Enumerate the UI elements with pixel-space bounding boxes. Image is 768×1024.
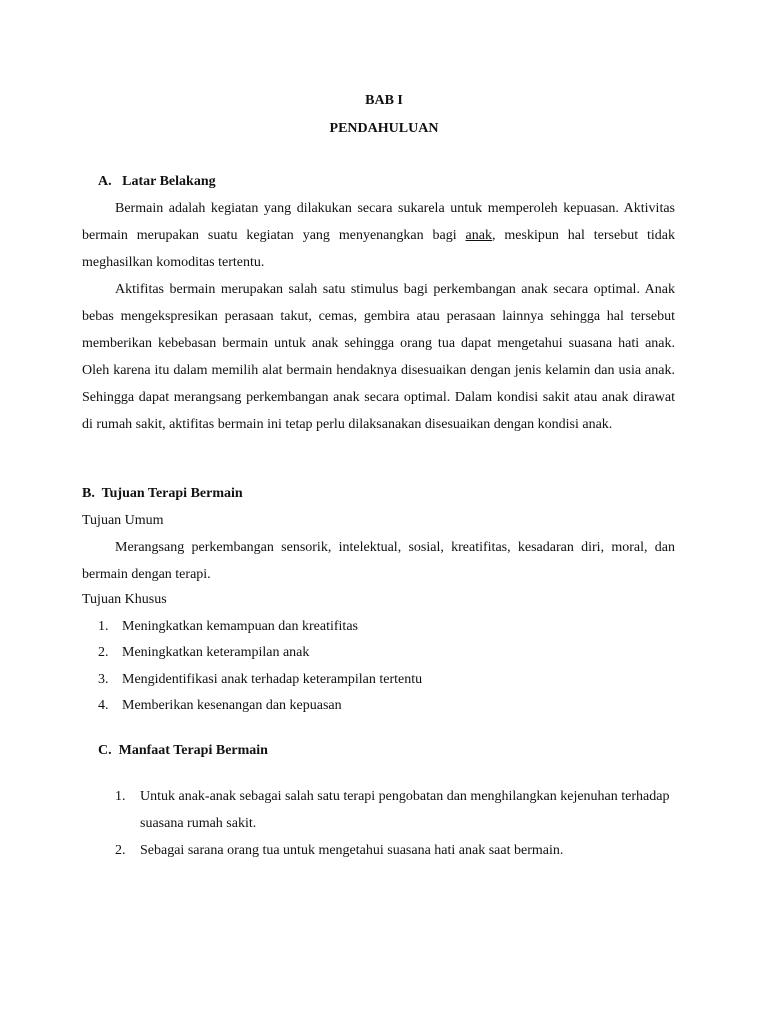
page-title: PENDAHULUAN (329, 121, 439, 136)
list-text: Meningkatkan kemampuan dan kreatifitas (122, 619, 358, 634)
list-number: 2. (115, 843, 126, 858)
section-b-title: Tujuan Terapi Bermain (101, 486, 243, 501)
list-item (98, 672, 422, 688)
list-text: Untuk anak-anak sebagai salah satu terapi pengobatan dan menghilangkan kejenuhan terhadap suasana rumah sakit. (140, 789, 670, 831)
list-number: 1. (115, 789, 126, 804)
p1-text-after: , meskipun hal tersebut tidak meghasilkan komoditas tertentu. (82, 228, 675, 270)
section-a-title: Latar Belakang (122, 174, 216, 189)
list-number: 4. (98, 698, 109, 713)
section-a-heading (98, 174, 216, 190)
general-goal-text: Merangsang perkembangan sensorik, intelektual, sosial, kreatifitas, kesadaran diri, moral, dan bermain dengan terapi. (82, 540, 675, 582)
chapter-label: BAB I (365, 93, 403, 108)
list-text: Mengidentifikasi anak terhadap keterampilan tertentu (122, 672, 423, 687)
list-item (115, 837, 675, 864)
list-item (98, 619, 358, 635)
general-goal-label: Tujuan Umum (82, 513, 164, 528)
list-text: Sebagai sarana orang tua untuk mengetahui suasana hati anak saat bermain. (140, 843, 564, 858)
section-c-marker: C. (98, 743, 112, 758)
section-c-heading (98, 743, 268, 759)
underlined-word: anak (465, 228, 492, 243)
list-number: 1. (98, 619, 109, 634)
specific-goal-label: Tujuan Khusus (82, 592, 167, 607)
section-a-marker: A. (98, 174, 112, 189)
section-a-paragraph-1 (82, 195, 675, 276)
list-number: 3. (98, 672, 109, 687)
section-b-heading (82, 486, 243, 502)
list-number: 2. (98, 645, 109, 660)
section-a-paragraph-2: Aktifitas bermain merupakan salah satu stimulus bagi perkembangan anak secara optimal. Anak bebas mengekspresikan perasaan takut, cemas, gembira atau perasaan lainnya sehingga hal tersebut memberikan kebebasan bermain untuk anak sehingga orang tua dapat mengetahui suasana hati anak. Oleh karena itu dalam memilih alat bermain hendaknya disesuaikan dengan jenis kelamin dan usia anak. Sehingga dapat merangsang perkembangan anak secara optimal. Dalam kondisi sakit atau anak dirawat di rumah sakit, aktifitas bermain ini tetap perlu dilaksanakan disesuaikan dengan kondisi anak. (82, 282, 675, 432)
list-item (115, 783, 675, 837)
list-item (98, 645, 309, 661)
list-text: Memberikan kesenangan dan kepuasan (122, 698, 342, 713)
p1-text-before: Bermain adalah kegiatan yang dilakukan secara sukarela untuk memperoleh kepuasan. Aktivitas bermain merupakan suatu kegiatan yang menyenangkan bagi (82, 201, 675, 243)
section-b-marker: B. (82, 486, 95, 501)
section-c-title: Manfaat Terapi Bermain (118, 743, 268, 758)
list-text: Meningkatkan keterampilan anak (122, 645, 310, 660)
list-item (98, 698, 342, 714)
